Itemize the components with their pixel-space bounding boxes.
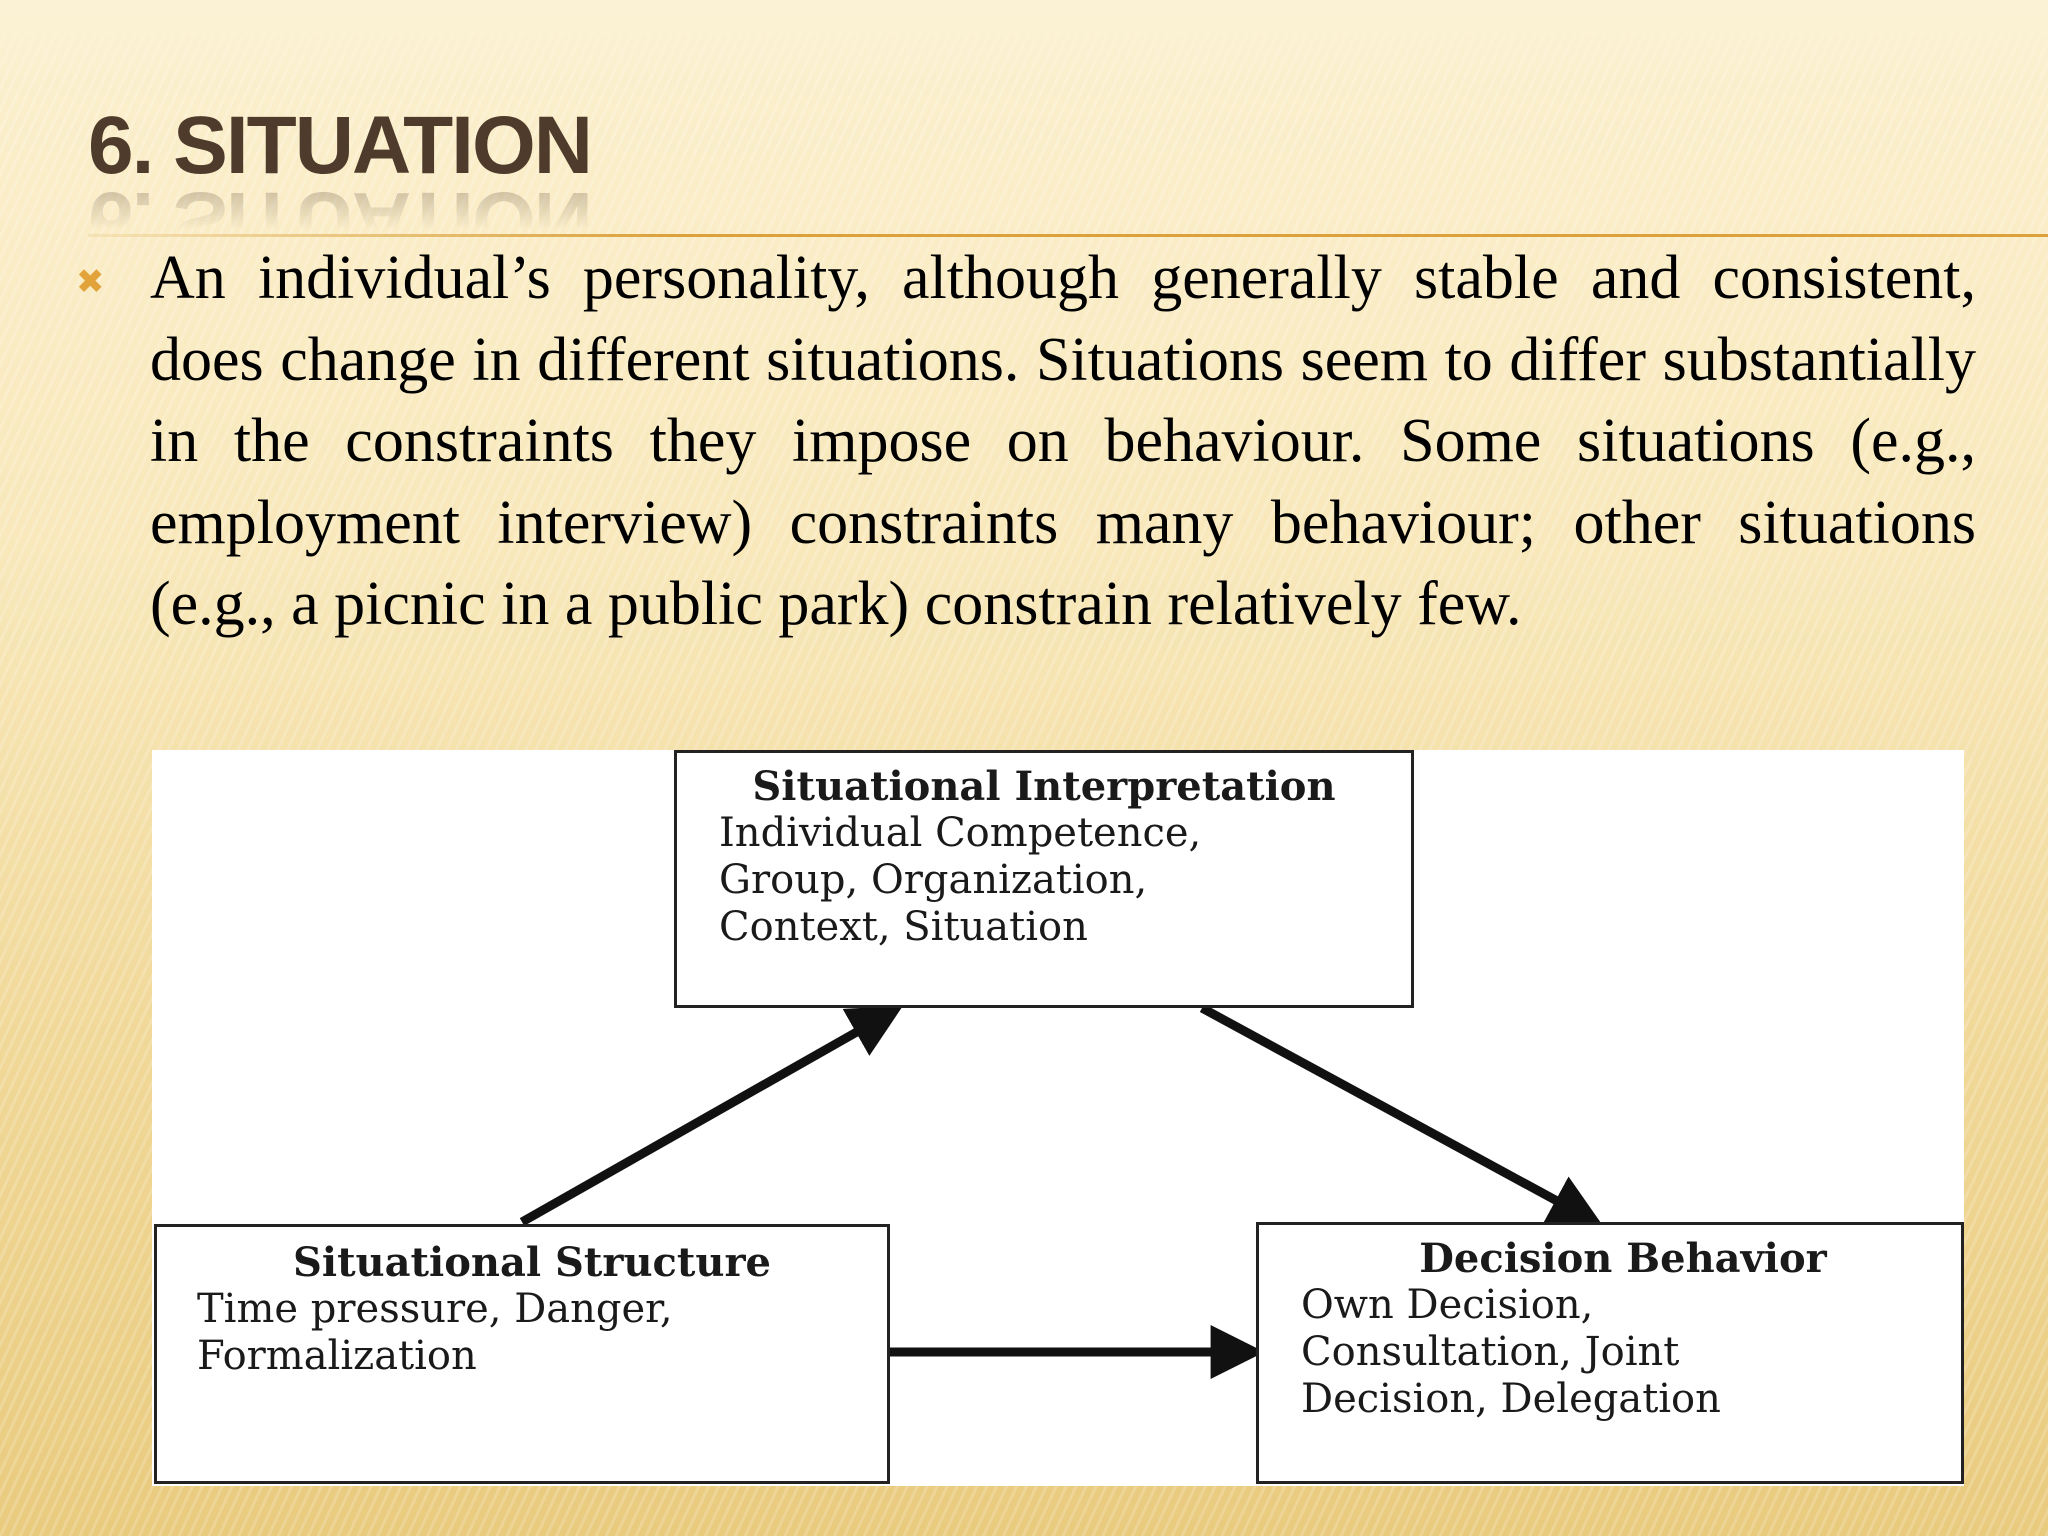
behavior-line: Own Decision, [1301,1282,1594,1328]
structure-line: Time pressure, Danger, [197,1286,673,1332]
situation-diagram [152,750,1964,1486]
interpretation-line: Group, Organization, [719,857,1148,903]
bullet-paragraph: An individual’s personality, although generally stable and consistent, does change in different situations. Situations seem to differ substantially in the constraints they impose on behaviour. Some situations (e.g., employment interview) constraints many behaviour; other situations (e.g., a picnic in a public park) constrain relatively few. [150,244,1976,638]
decision-behavior-title: Decision Behavior [1419,1235,1827,1282]
structure-line: Formalization [197,1333,477,1379]
x-bullet-icon: ✖ [76,262,105,302]
behavior-line: Decision, Delegation [1301,1376,1721,1422]
situational-interpretation-box [674,750,1414,1008]
interpretation-line: Context, Situation [719,904,1088,950]
slide-title: 6. SITUATION [88,100,591,191]
situational-structure-title: Situational Structure [293,1239,771,1286]
decision-behavior-box [1256,1222,1964,1484]
behavior-line: Consultation, Joint [1301,1329,1680,1375]
arrow-interpretation-to-behavior [1202,1008,1592,1220]
interpretation-line: Individual Competence, [719,810,1202,856]
title-band [0,0,2048,85]
situational-interpretation-title: Situational Interpretation [752,763,1336,810]
title-underline [88,234,2048,237]
situational-structure-box [154,1224,890,1484]
arrow-structure-to-interpretation [522,1012,892,1222]
